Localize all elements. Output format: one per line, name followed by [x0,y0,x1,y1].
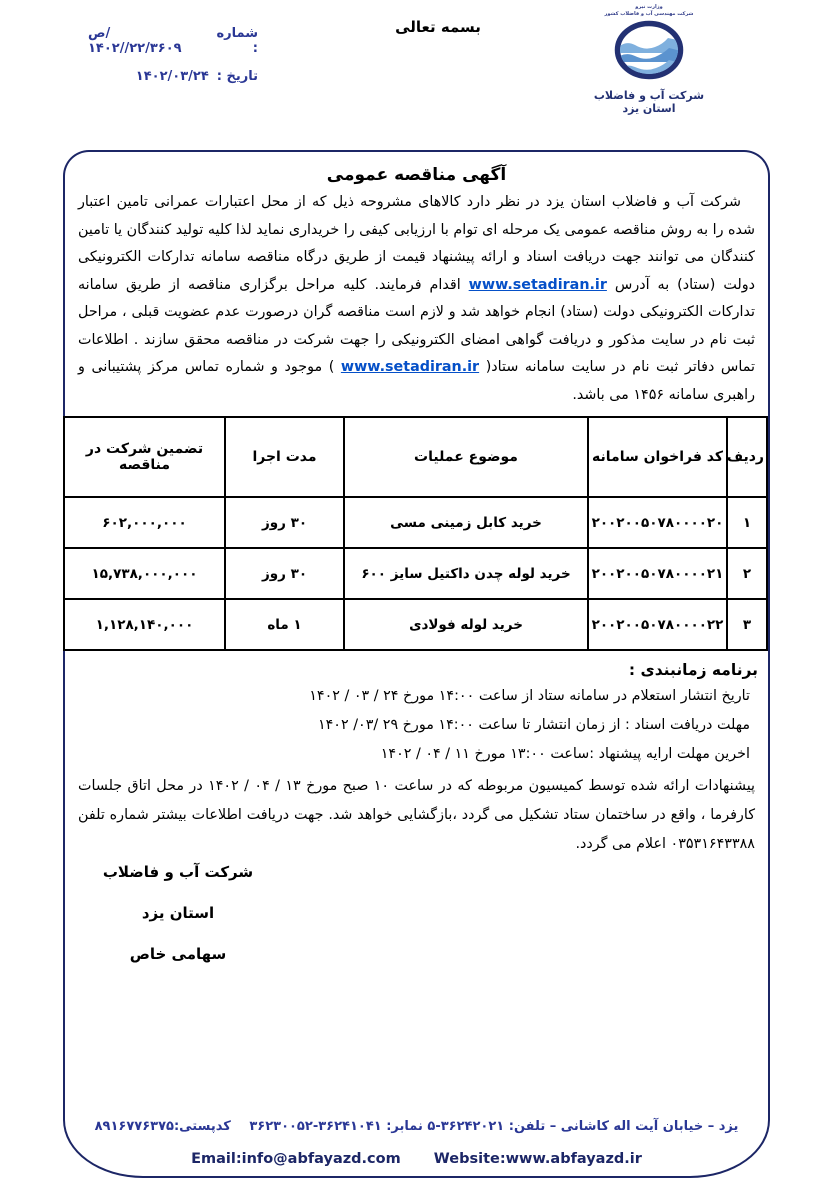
header-row-number: ردیف [727,417,767,497]
notice-title: آگهی مناقصه عمومی [326,165,507,185]
table-header-row [64,417,767,497]
table-row [64,548,767,599]
intro-text-3: ) موجود و شماره تماس مرکز پشتیبانی و راهبری سامانه ۱۴۵۶ می باشد. [78,359,755,403]
header-call-code: کد فراخوان سامانه [588,417,727,497]
ref-date-label: تاریخ : [216,69,258,84]
intro-text-2: اقدام فرمایند. کلیه مراحل برگزاری مناقصه از طریق سامانه تدارکات الکترونیکی دولت (ستاد) انجام خواهد شد و لازم است مناقصه گران درصورت عدم عضویت قبلی ، مراحل ثبت نام در سایت مذکور و دریافت گواهی امضای الکترونیکی را جهت شرکت در مناقصه محقق سازند . اطلاعات تماس دفاتر ثبت نام در سایت سامانه ستاد( [78,276,755,375]
cell-call-code: ۲۰۰۲۰۰۵۰۷۸۰۰۰۰۲۰ [588,497,727,548]
closing-paragraph: پیشنهادات ارائه شده توسط کمیسیون مربوطه که در ساعت ۱۰ صبح مورخ ۱۳ / ۰۴ / ۱۴۰۲ در محل اتاق جلسات کارفرما ، واقع در ساختمان ستاد تشکیل می گردد ،بازگشایی خواهد شد. جهت دریافت اطلاعات بیشتر شماره تلفن ۰۳۵۳۱۶۴۳۳۸۸ اعلام می گردد. [78,778,755,852]
water-waves-logo-icon [601,18,697,84]
header-duration: مدت اجرا [225,417,344,497]
signature-block [93,852,263,975]
schedule-heading: برنامه زمانبندی : [628,661,758,679]
cell-duration: ۳۰ روز [225,548,344,599]
besmele-text: بسمه تعالی [395,18,481,36]
footer-address-text: یزد – خیابان آیت اله کاشانی – تلفن: ۳۶۲۴۲۰۲۱-۵ نمابر: ۳۶۲۴۱۰۴۱-۳۶۲۳۰۰۵۲ [249,1119,739,1134]
setadiran-link-2[interactable]: www.setadiran.ir [340,359,480,375]
tender-items-table [63,416,768,651]
table-row [64,497,767,548]
schedule-publish-date: تاریخ انتشار استعلام در سامانه ستاد از ساعت ۱۴:۰۰ مورخ ۲۴ / ۰۳ / ۱۴۰۲ [309,688,750,704]
header-guarantee: تضمین شرکت در مناقصه [64,417,225,497]
schedule-bid-deadline: اخرین مهلت ارایه پیشنهاد :ساعت ۱۳:۰۰ مورخ ۱۱ / ۰۴ / ۱۴۰۲ [380,746,750,762]
intro-text-1: شرکت آب و فاضلاب استان یزد در نظر دارد کالاهای مشروحه ذیل که از محل اعتبارات عمرانی تامین اعتبار شده را به روش مناقصه عمومی یک مرحله ای توام با ارزیابی کیفی را خریداری نماید لذا کلیه تولید کنندگان یا تامین کنندگان می توانند جهت دریافت اسناد و ارائه پیشنهاد قیمت از طریق درگاه مناقصه سامانه تدارکات الکترونیکی دولت (ستاد) به آدرس [78,194,755,293]
notice-frame [63,150,770,1178]
footer-address-line [65,1119,768,1134]
letterhead-ref-block [88,26,258,97]
footer-postal-code: کدپستی:۸۹۱۶۷۷۶۳۷۵ [94,1119,231,1134]
company-logo [578,4,720,115]
cell-call-code: ۲۰۰۲۰۰۵۰۷۸۰۰۰۰۲۲ [588,599,727,650]
cell-call-code: ۲۰۰۲۰۰۵۰۷۸۰۰۰۰۲۱ [588,548,727,599]
notice-intro-paragraph [78,189,755,409]
header-subject: موضوع عملیات [344,417,588,497]
cell-row-number: ۱ [727,497,767,548]
footer-contact-line [65,1151,768,1167]
ref-number-label: شماره : [216,26,258,56]
ref-date-row [88,69,258,84]
signature-company-type: سهامی خاص [129,945,227,963]
signature-company: شرکت آب و فاضلاب استان یزد [102,863,254,922]
setadiran-link-1[interactable]: www.setadiran.ir [468,276,607,293]
cell-guarantee: ۶۰۲,۰۰۰,۰۰۰ [64,497,225,548]
ministry-line-2: شرکت مهندسی آب و فاضلاب کشور [604,11,694,17]
cell-row-number: ۲ [727,548,767,599]
ref-number-value: ص/۱۴۰۲//۲۲/۳۶۰۹ [88,26,182,56]
footer-website: Website:www.abfayazd.ir [433,1151,642,1167]
footer-email: Email:info@abfayazd.com [191,1151,401,1167]
ministry-line-1: وزارت نیرو [635,4,663,10]
table-row [64,599,767,650]
ref-date-value: ۱۴۰۲/۰۳/۲۴ [135,69,209,84]
schedule-section [65,661,768,769]
cell-subject: خرید لوله فولادی [344,599,588,650]
schedule-docs-deadline: مهلت دریافت اسناد : از زمان انتشار تا ساعت ۱۴:۰۰ مورخ ۲۹ /۰۳/ ۱۴۰۲ [317,717,750,733]
company-logo-name: شرکت آب و فاضلاب استان یزد [593,89,705,115]
cell-subject: خرید کابل زمینی مسی [344,497,588,548]
cell-guarantee: ۱۵,۷۳۸,۰۰۰,۰۰۰ [64,548,225,599]
cell-subject: خرید لوله چدن داکتیل سایز ۶۰۰ [344,548,588,599]
cell-guarantee: ۱,۱۲۸,۱۴۰,۰۰۰ [64,599,225,650]
cell-row-number: ۳ [727,599,767,650]
cell-duration: ۳۰ روز [225,497,344,548]
cell-duration: ۱ ماه [225,599,344,650]
